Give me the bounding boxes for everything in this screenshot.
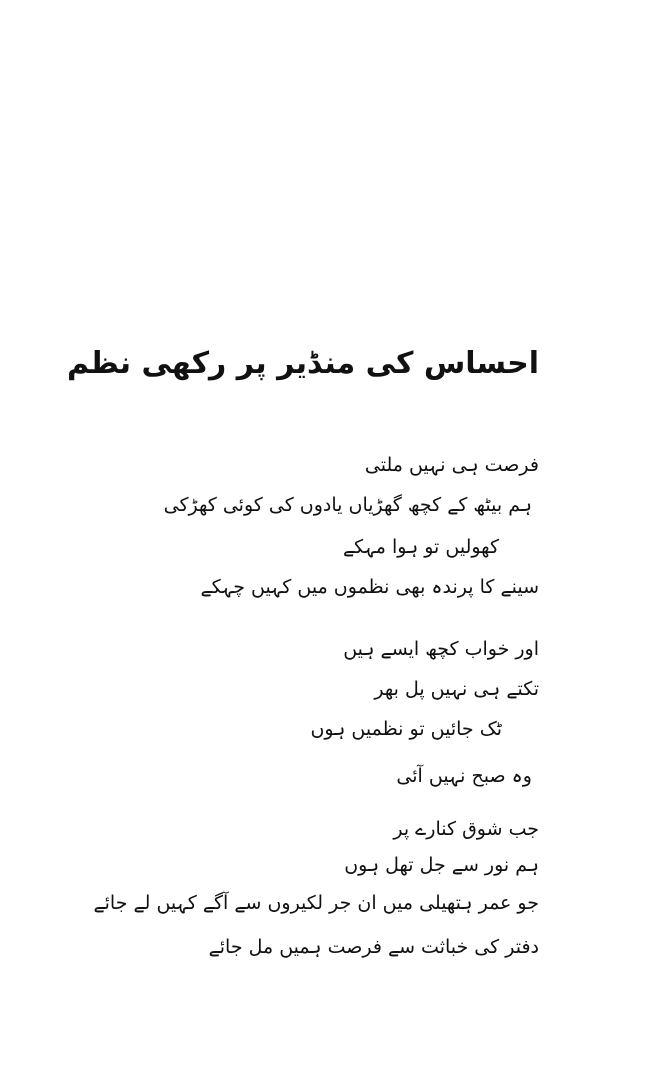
poem-line-10: ہم نور سے جل تھل ہوں bbox=[344, 854, 539, 876]
poem-line-6: تکتے ہی نہیں پل بھر bbox=[374, 678, 539, 700]
poem-line-11: جو عمر ہتھیلی میں ان جر لکیروں سے آگے کہیں لے جائے bbox=[93, 892, 539, 914]
poem-line-3: کھولیں تو ہوا مہکے bbox=[343, 536, 499, 558]
poem-line-7: ٹک جائیں تو نظمیں ہوں bbox=[310, 718, 502, 740]
poem-line-4: سینے کا پرندہ بھی نظموں میں کہیں چہکے bbox=[200, 576, 539, 598]
poem-line-9: جب شوق کنارے پر bbox=[393, 818, 539, 840]
poem-line-1: فرصت ہی نہیں ملتی bbox=[364, 454, 539, 476]
poem-line-8: وہ صبح نہیں آئی bbox=[396, 765, 532, 787]
poem-title: احساس کی منڈیر پر رکھی نظم bbox=[66, 346, 539, 381]
poem-line-5: اور خواب کچھ ایسے ہیں bbox=[343, 638, 539, 660]
poem-line-12: دفتر کی خباثت سے فرصت ہمیں مل جائے bbox=[208, 936, 539, 958]
poem-line-2: ہم بیٹھ کے کچھ گھڑیاں یادوں کی کوئی کھڑکی bbox=[163, 494, 532, 516]
